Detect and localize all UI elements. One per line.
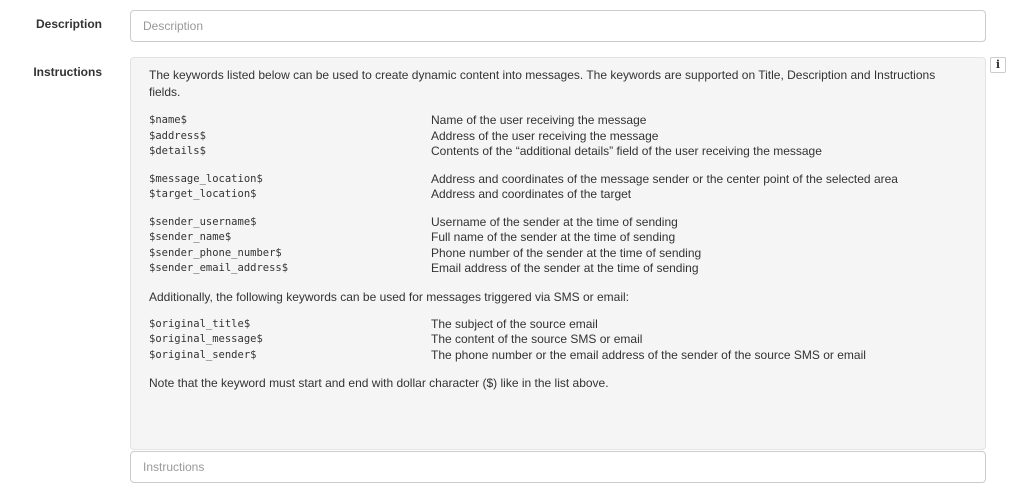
keyword-code: $target_location$ [149, 188, 257, 200]
keyword-row [149, 144, 967, 160]
keyword-row [149, 113, 967, 129]
description-input[interactable] [130, 10, 986, 42]
keyword-code: $original_title$ [149, 317, 251, 330]
keyword-code: $address$ [149, 129, 206, 142]
keyword-row [149, 129, 967, 145]
keyword-code: $sender_name$ [149, 231, 232, 243]
keyword-description: Full name of the sender at the time of sending [431, 230, 676, 244]
keyword-description: Name of the user receiving the message [431, 113, 647, 127]
keyword-description: Username of the sender at the time of sending [431, 214, 678, 229]
keyword-row [149, 230, 967, 246]
instructions-row [0, 48, 1024, 480]
keyword-description: The content of the source SMS or email [431, 332, 643, 346]
keyword-description: The subject of the source email [431, 316, 598, 331]
keyword-row [149, 172, 967, 188]
keyword-code: $details$ [149, 145, 206, 157]
info-icon[interactable]: i [990, 57, 1006, 73]
keyword-description: Address and coordinates of the message sender or the center point of the selected area [431, 171, 898, 186]
keyword-code: $sender_phone_number$ [149, 246, 282, 259]
instructions-input[interactable] [130, 451, 986, 483]
keyword-description: Email address of the sender at the time of sending [431, 261, 699, 275]
description-label: Description [35, 17, 102, 31]
instructions-label: Instructions [33, 65, 102, 79]
keyword-group [149, 215, 967, 277]
keyword-group [149, 317, 967, 364]
keyword-row [149, 215, 967, 231]
keyword-row [149, 261, 967, 277]
keyword-row [149, 348, 967, 364]
keyword-row [149, 246, 967, 262]
keyword-code: $message_location$ [149, 172, 263, 185]
keyword-row [149, 317, 967, 333]
keyword-code: $original_message$ [149, 333, 263, 345]
keyword-groups [149, 113, 967, 277]
keyword-row [149, 187, 967, 203]
keyword-description: Address and coordinates of the target [431, 187, 632, 201]
keyword-description: The phone number or the email address of the sender of the source SMS or email [431, 347, 866, 362]
keyword-code: $sender_username$ [149, 215, 257, 228]
help-note-text: Note that the keyword must start and end with dollar character ($) like in the list above. [149, 376, 609, 390]
keyword-group [149, 113, 967, 160]
keyword-code: $name$ [149, 114, 187, 126]
description-row [0, 0, 1024, 48]
keyword-description: Phone number of the sender at the time of sending [431, 245, 702, 260]
keywords-help-box [130, 57, 986, 450]
help-intro-text: The keywords listed below can be used to create dynamic content into messages. The keywords are supported on Title, Description and Instructions fields. [149, 68, 936, 99]
keyword-row [149, 332, 967, 348]
keyword-code: $original_sender$ [149, 348, 257, 361]
help-additional-text: Additionally, the following keywords can be used for messages triggered via SMS or email: [149, 289, 630, 304]
keyword-description: Contents of the “additional details” field of the user receiving the message [431, 144, 822, 158]
keyword-group [149, 172, 967, 203]
keyword-description: Address of the user receiving the message [431, 128, 659, 143]
keyword-code: $sender_email_address$ [149, 262, 289, 274]
additional-keyword-groups [149, 317, 967, 364]
